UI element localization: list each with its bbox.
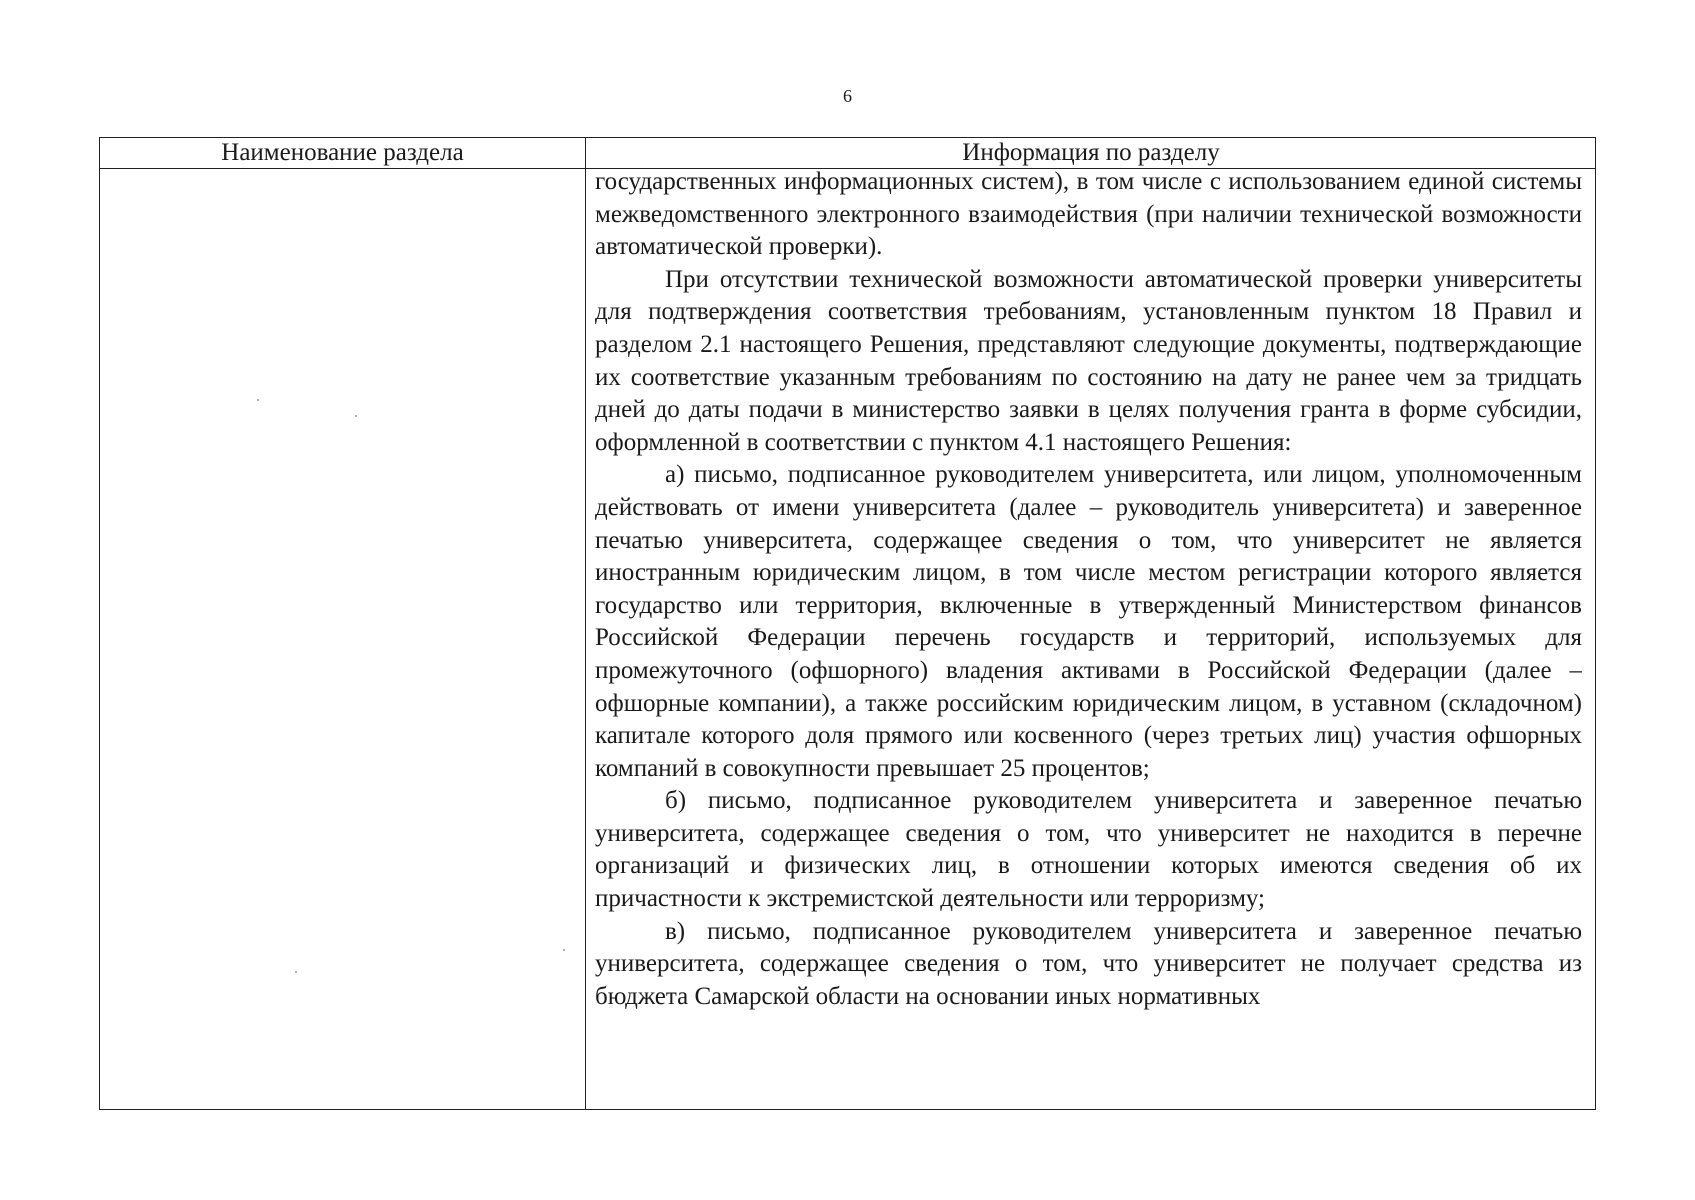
scan-speck (257, 399, 259, 401)
document-table (99, 137, 1596, 1110)
section-info-cell (595, 166, 1582, 1109)
column-divider (585, 138, 586, 1109)
paragraph-documents-intro: При отсутствии технической возможности автоматической проверки университеты для подтверждения соответствия требованиям, установленным пунктом 18 Правил и разделом 2.1 настоящего Решения, представляют следующие документы, подтверждающие их соответствие указанным требованиям по состоянию на дату не ранее чем за тридцать дней до даты подачи в министерство заявки в целях получения гранта в форме субсидии, оформленной в соответствии с пунктом 4.1 настоящего Решения: (595, 265, 1582, 456)
column-header-section-info: Информация по разделу (962, 139, 1220, 166)
scan-speck (563, 949, 565, 951)
paragraph-item-a: а) письмо, подписанное руководителем университета, или лицом, уполномоченным действовать от имени университета (далее – руководитель университета) и заверенное печатью университета, содержащее сведения о том, что университет не является иностранным юридическим лицом, в том числе местом регистрации которого является государство или территория, включенные в утвержденный Министерством финансов Российской Федерации перечень государств и территорий, используемых для промежуточного (офшорного) владения активами в Российской Федерации (далее – офшорные компании), а также российским юридическим лицом, в уставном (складочном) капитале которого доля прямого или косвенного (через третьих лиц) участия офшорных компаний в совокупности превышает 25 процентов; (595, 461, 1582, 782)
section-name-cell (100, 169, 585, 1109)
paragraph-item-b: б) письмо, подписанное руководителем университета и заверенное печатью университета, содержащее сведения о том, что университет не находится в перечне организаций и физических лиц, в отношении которых имеются сведения об их причастности к экстремистской деятельности или терроризму; (595, 787, 1582, 913)
paragraph-continuation: государственных информационных систем), в том числе с использованием единой системы межведомственного электронного взаимодействия (при наличии технической возможности автоматической проверки). (595, 168, 1582, 261)
scan-speck (295, 971, 297, 973)
scan-speck (355, 415, 357, 417)
column-header-section-name: Наименование раздела (221, 139, 464, 166)
paragraph-item-v: в) письмо, подписанное руководителем университета и заверенное печатью университета, содержащее сведения о том, что университет не получает средства из бюджета Самарской области на основании иных нормативных (595, 917, 1582, 1010)
table-header-row (100, 138, 1595, 169)
page-number: 6 (843, 86, 852, 106)
